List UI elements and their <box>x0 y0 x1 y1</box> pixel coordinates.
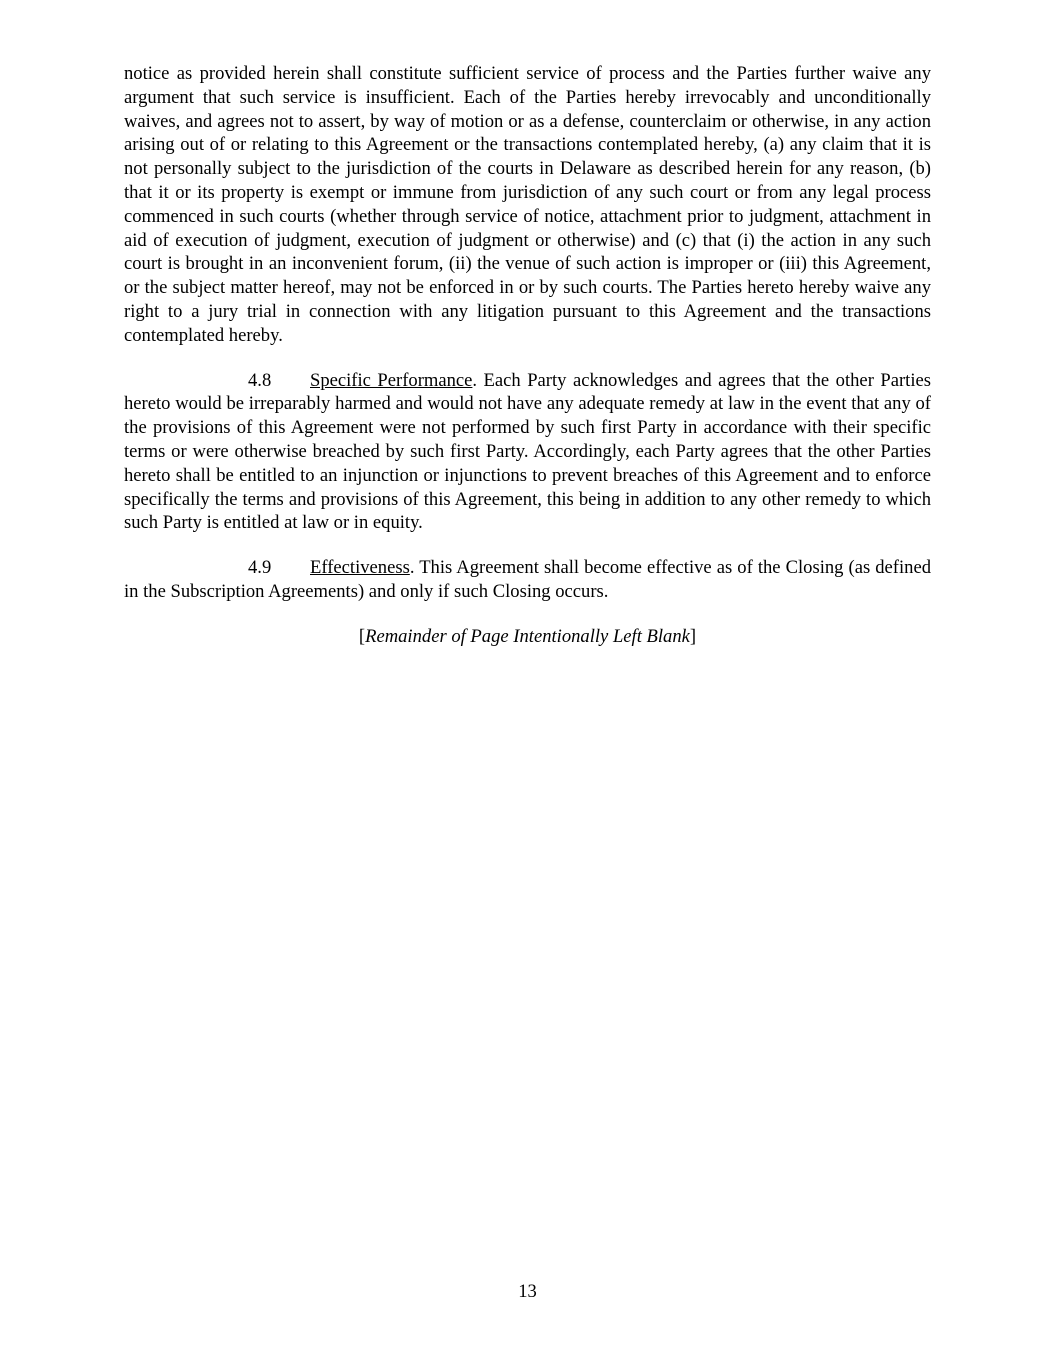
remainder-open-bracket: [ <box>358 625 366 647</box>
section-4-8 <box>124 369 931 536</box>
section-4-9 <box>124 556 931 604</box>
section-number: 4.9 <box>248 557 272 579</box>
remainder-text: Remainder of Page Intentionally Left Blank <box>365 625 690 647</box>
document-page <box>124 62 931 649</box>
section-body: . This Agreement shall become effective as of the Closing (as defined in the Subscription Agreements) and only if such Closing occurs. <box>124 557 931 602</box>
section-title: Effectiveness <box>310 557 410 579</box>
section-body: . Each Party acknowledges and agrees that the other Parties hereto would be irreparably harmed and would not have any adequate remedy at law in the event that any of the provisions of this Agreement were not performed by such first Party in accordance with their specific terms or were otherwise breached by such first Party. Accordingly, each Party agrees that the other Parties hereto shall be entitled to an injunction or injunctions to prevent breaches of this Agreement and to enforce specifically the terms and provisions of this Agreement, this being in addition to any other remedy to which such Party is entitled at law or in equity. <box>124 369 931 534</box>
section-title: Specific Performance <box>310 369 473 391</box>
section-number: 4.8 <box>248 369 272 391</box>
remainder-close-bracket: ] <box>689 625 697 647</box>
continuation-paragraph: notice as provided herein shall constitute sufficient service of process and the Parties further waive any argument that such service is insufficient. Each of the Parties hereby irrevocably and unconditionally waives, and agrees not to assert, by way of motion or as a defense, counterclaim or otherwise, in any action arising out of or relating to this Agreement or the transactions contemplated hereby, (a) any claim that it is not personally subject to the jurisdiction of the courts in Delaware as described herein for any reason, (b) that it or its property is exempt or immune from jurisdiction of any such court or from any legal process commenced in such courts (whether through service of notice, attachment prior to judgment, attachment in aid of execution of judgment, execution of judgment or otherwise) and (c) that (i) the action in any such court is brought in an inconvenient forum, (ii) the venue of such action is improper or (iii) this Agreement, or the subject matter hereof, may not be enforced in or by such courts. The Parties hereto hereby waive any right to a jury trial in connection with any litigation pursuant to this Agreement and the transactions contemplated hereby. <box>124 63 931 346</box>
page-number: 13 <box>518 1281 537 1302</box>
remainder-note <box>124 625 931 649</box>
